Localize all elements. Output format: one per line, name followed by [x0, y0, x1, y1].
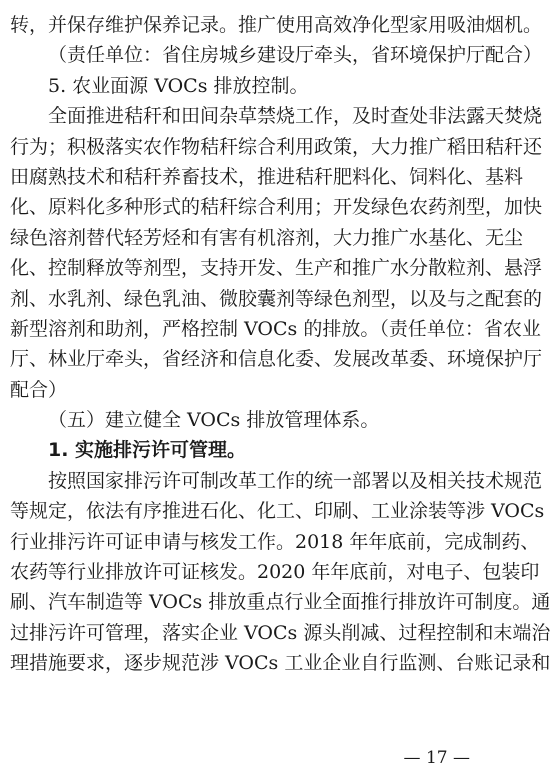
paragraph-line: 新型溶剂和助剂，严格控制 VOCs 的排放。（责任单位：省农业: [10, 317, 541, 340]
paragraph-line: 田腐熟技术和秸秆养畜技术，推进秸秆肥料化、饲料化、基料: [10, 165, 524, 188]
paragraph-line: 剂、水乳剂、绿色乳油、微胶囊剂等绿色剂型，以及与之配套的: [10, 287, 543, 310]
page-number: — 17 —: [403, 748, 470, 768]
paragraph-line: 化、原料化多种形式的秸秆综合利用；开发绿色农药剂型，加快: [10, 196, 543, 219]
paragraph-line: 厅、林业厅牵头，省经济和信息化委、发展改革委、环境保护厅: [10, 348, 543, 371]
text-line: （责任单位：省住房城乡建设厅牵头，省环境保护厅配合）: [48, 44, 543, 67]
paragraph-line: 按照国家排污许可制改革工作的统一部署以及相关技术规范: [48, 469, 543, 492]
paragraph-line: 化、控制释放等剂型，支持开发、生产和推广水分散粒剂、悬浮: [10, 257, 543, 280]
paragraph-line: 理措施要求，逐步规范涉 VOCs 工业企业自行监测、台账记录和: [10, 652, 550, 675]
chapter-heading: （五）建立健全 VOCs 排放管理体系。: [48, 409, 380, 432]
paragraph-line: 行业排污许可证申请与核发工作。2018 年年底前，完成制药、: [10, 530, 540, 553]
paragraph-line: 配合）: [10, 378, 68, 401]
paragraph-line: 过排污许可管理，落实企业 VOCs 源头削减、过程控制和末端治: [10, 621, 550, 644]
text-line: 转，并保存维护保养记录。推广使用高效净化型家用吸油烟机。: [10, 14, 543, 36]
document-body: [10, 10, 550, 679]
subsection-heading: 1. 实施排污许可管理。: [48, 439, 247, 462]
paragraph-line: 行为；积极落实农作物秸秆综合利用政策，大力推广稻田秸秆还: [10, 135, 543, 158]
paragraph-line: 绿色溶剂替代轻芳烃和有害有机溶剂，大力推广水基化、无尘: [10, 226, 524, 249]
paragraph-line: 等规定，依法有序推进石化、化工、印刷、工业涂装等涉 VOCs: [10, 500, 545, 523]
paragraph-line: 农药等行业排放许可证核发。2020 年年底前，对电子、包装印: [10, 561, 540, 584]
paragraph-line: 刷、汽车制造等 VOCs 排放重点行业全面推行排放许可制度。通: [10, 591, 550, 614]
paragraph-line: 全面推进秸秆和田间杂草禁烧工作，及时查处非法露天焚烧: [48, 105, 543, 128]
section-heading: 5. 农业面源 VOCs 排放控制。: [48, 74, 309, 97]
